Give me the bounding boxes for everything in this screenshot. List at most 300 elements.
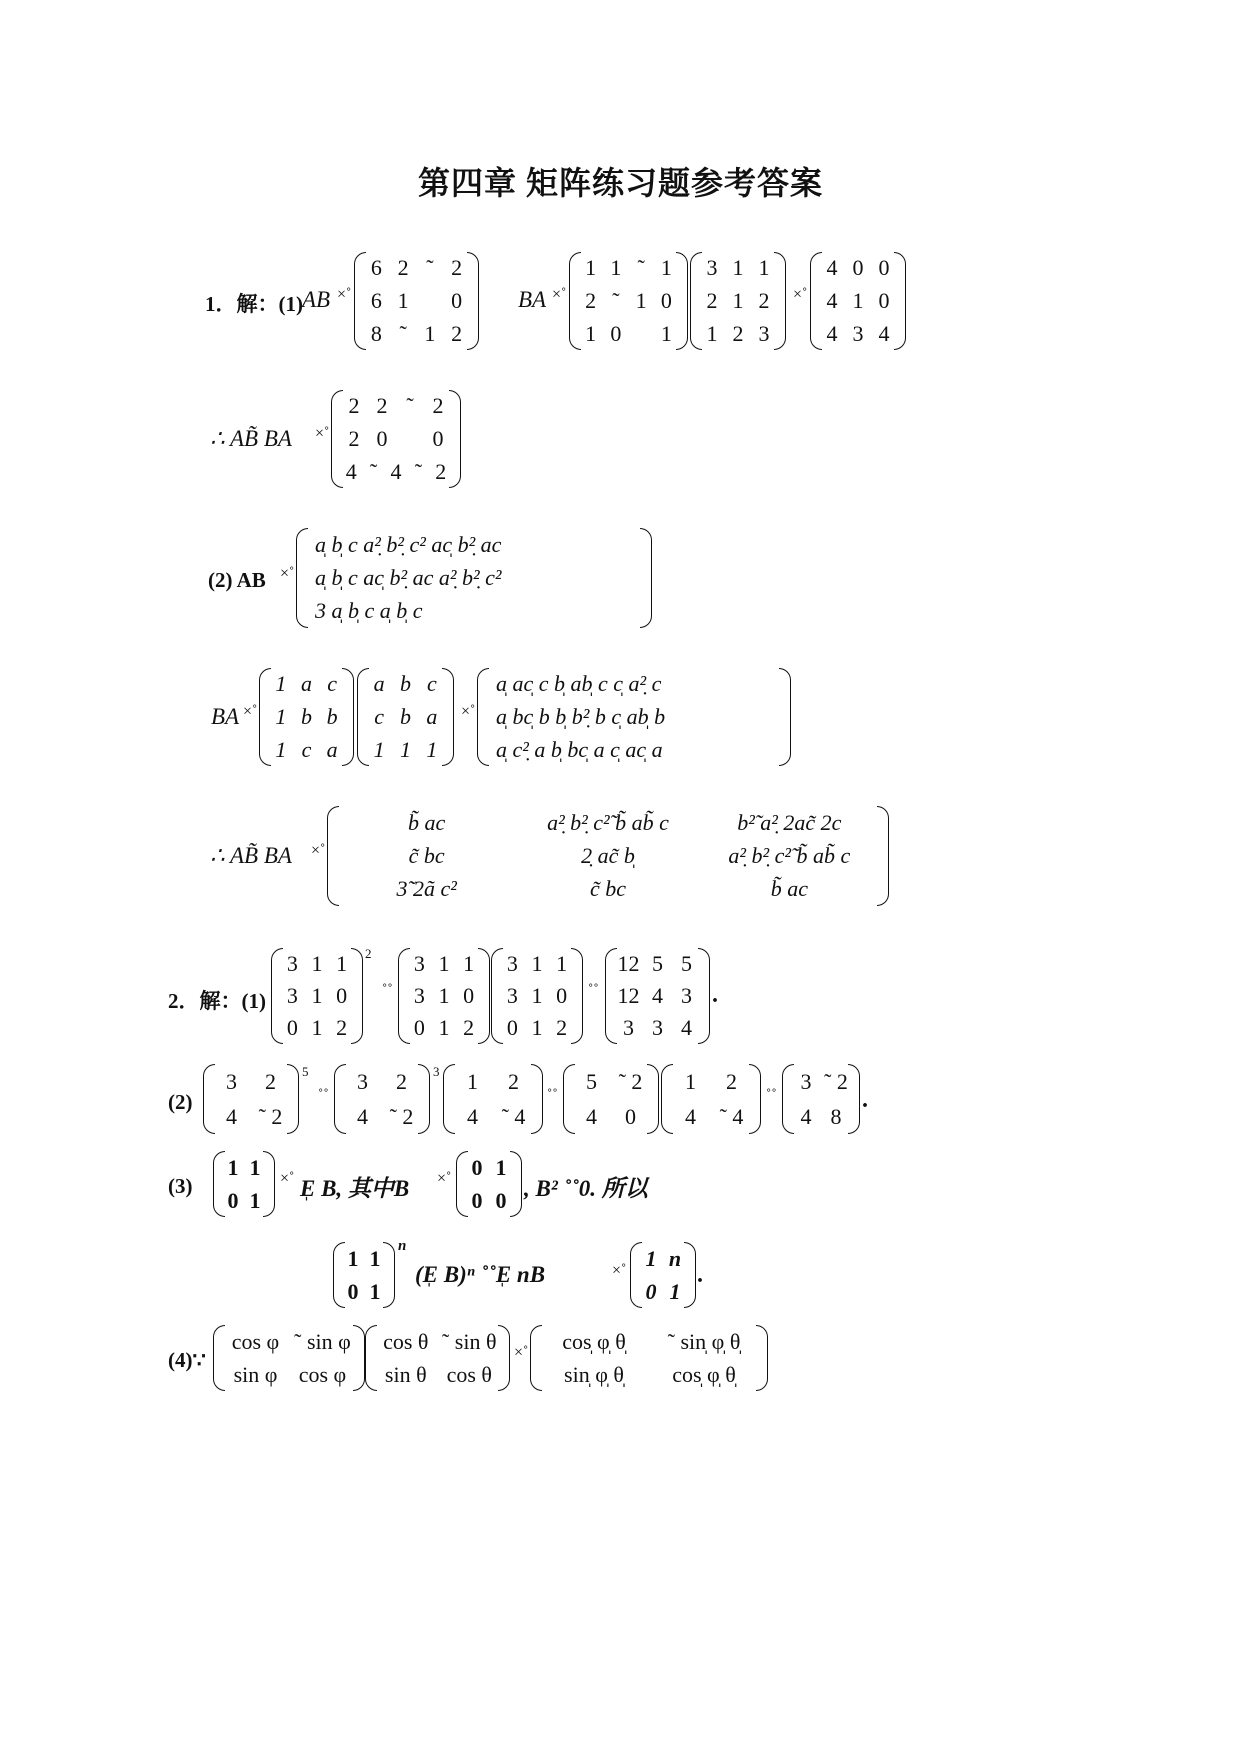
matrix-cell: 1 — [645, 1245, 657, 1271]
matrix-row — [690, 316, 786, 352]
matrix-result-1 — [605, 948, 710, 1044]
matrix-row — [354, 316, 479, 352]
matrix-row — [569, 316, 688, 352]
matrix-cell: 2 — [435, 458, 447, 484]
matrix-cell: 1 — [399, 736, 411, 762]
matrix-row — [213, 1357, 365, 1393]
matrix-cell: 1 — [275, 704, 287, 729]
matrix-cell: 1 — [311, 1015, 323, 1040]
matrix-row — [630, 1241, 696, 1277]
matrix-cell: ˜ 2 — [258, 1103, 283, 1129]
matrix-b-2 — [259, 668, 354, 766]
matrix-row — [491, 978, 583, 1014]
matrix-cell: 4 — [390, 458, 402, 484]
matrix-row — [563, 1099, 659, 1135]
equals-sign: ×˚ — [315, 425, 330, 442]
matrix-row — [259, 732, 354, 768]
matrix-cell: 1 — [732, 255, 744, 281]
matrix-cell: 2 — [396, 1068, 407, 1094]
matrix-cell: b — [399, 704, 411, 729]
matrix-cell: 2 — [585, 288, 597, 313]
matrix-cell: 2 — [348, 393, 360, 419]
equals-sign: ˚˚ — [766, 1087, 777, 1104]
matrix-row — [354, 250, 479, 286]
matrix-row — [563, 1064, 659, 1100]
matrix-rotation-theta — [365, 1325, 510, 1391]
matrix-cell: a̩ bc̩ b b̩ b²̣ b c̩ ab̩ b — [496, 704, 666, 729]
matrix-cell: ˜ — [369, 458, 378, 484]
matrix-row — [398, 1010, 490, 1046]
matrix-cell: 3 — [706, 255, 718, 281]
matrix-cell: 1 — [438, 1015, 450, 1040]
matrix-row — [354, 283, 479, 319]
matrix-cell: a̩ ac̩ c b̩ ab̩ c c̩ a²̣ c — [496, 671, 662, 697]
matrix-cell: a — [373, 671, 385, 697]
matrix-cell: 3 — [681, 983, 692, 1008]
matrix-cell: 0 — [878, 255, 890, 281]
matrix-cell: 8 — [370, 320, 382, 346]
matrix-cell: cos φ — [298, 1361, 347, 1387]
matrix-row — [569, 283, 688, 319]
matrix-cell: 0 — [471, 1154, 483, 1180]
matrix-row — [331, 454, 461, 490]
matrix-cell: 4 — [826, 288, 838, 313]
matrix-cell: 2 — [336, 1015, 348, 1040]
matrix-cell: sin θ — [384, 1361, 427, 1387]
matrix-cell: 1 — [556, 951, 568, 976]
matrix-n — [203, 1064, 299, 1134]
matrix-cell: 12 — [617, 983, 640, 1008]
matrix-cell: 2 — [706, 288, 718, 313]
matrix-cell: 2 — [397, 255, 409, 281]
p1-diff-label: ∴ AB̃ BA — [210, 426, 292, 451]
equals-sign: ˚˚ — [318, 1087, 329, 1104]
p1-label: 1．解：(1) — [205, 292, 303, 316]
matrix-row — [630, 1274, 696, 1310]
equals-sign: ×˚ — [243, 703, 258, 720]
matrix-n2 — [563, 1064, 659, 1134]
q2-label-2: (2) — [168, 1090, 193, 1114]
matrix-row — [334, 1099, 430, 1135]
matrix-cell: 1 — [438, 983, 450, 1008]
matrix-cell: 0 — [660, 288, 672, 313]
matrix-b-nilpotent — [456, 1151, 522, 1217]
matrix-cell: ˜ — [612, 288, 620, 313]
matrix-cell: 2 — [726, 1068, 737, 1094]
matrix-row — [327, 871, 889, 907]
p2-label: (2) AB — [208, 568, 266, 592]
p1-ba-symbol: BA — [518, 287, 547, 312]
period: . — [862, 1087, 868, 1113]
matrix-a-2 — [357, 668, 454, 766]
matrix-row — [605, 978, 710, 1014]
matrix-row — [296, 560, 652, 596]
equals-sign: ×˚ — [514, 1344, 529, 1361]
matrix-row — [605, 946, 710, 982]
matrix-cell: 0 — [432, 426, 444, 451]
matrix-row — [398, 946, 490, 982]
matrix-cell: 0 — [347, 1278, 359, 1304]
matrix-row — [271, 1010, 363, 1046]
equals-sign: ×˚ — [280, 565, 295, 582]
equals-sign: ×˚ — [552, 286, 567, 303]
q2-label-3: (3) — [168, 1174, 193, 1198]
matrix-cell: c̃ bc — [589, 876, 626, 902]
matrix-cell: c — [374, 704, 385, 729]
matrix-cell: 2̣ ac̃ b̩ — [581, 843, 635, 868]
matrix-cell: 2 — [556, 1015, 568, 1040]
matrix-cell: c̃ bc — [408, 843, 445, 868]
matrix-cell: 1 — [758, 255, 770, 281]
matrix-row — [491, 946, 583, 982]
matrix-n3 — [661, 1064, 761, 1134]
equals-sign: ˚˚ — [382, 982, 393, 999]
matrix-row — [357, 699, 454, 735]
equals-sign: ×˚ — [437, 1170, 452, 1187]
matrix-cell: 2 — [508, 1068, 519, 1094]
matrix-row — [661, 1064, 761, 1100]
matrix-cell: 1 — [227, 1154, 239, 1180]
matrix-cell: 2 — [432, 393, 444, 419]
matrix-cell: 4 — [586, 1103, 597, 1129]
matrix-row — [661, 1099, 761, 1135]
matrix-cell: 3 — [506, 951, 518, 976]
matrix-cell: 4 — [467, 1103, 478, 1129]
matrix-row — [327, 805, 889, 841]
matrix-cell: 1 — [426, 736, 438, 762]
matrix-row — [203, 1064, 299, 1100]
matrix-cell: cos̩ φ̩ θ̩ — [562, 1328, 626, 1354]
matrix-row — [271, 946, 363, 982]
matrix-cell: 1 — [660, 320, 672, 346]
matrix-cell: 0 — [336, 983, 348, 1008]
matrix-j-copy — [333, 1242, 395, 1308]
p1-ab-symbol: AB — [302, 287, 331, 312]
matrix-cell: 0 — [495, 1187, 507, 1213]
matrix-diff-1 — [331, 390, 461, 488]
matrix-row — [477, 699, 791, 735]
p2-ba-symbol: BA — [211, 704, 240, 729]
matrix-cell: 1 — [369, 1245, 381, 1271]
matrix-cell: 1 — [732, 288, 744, 313]
matrix-cell: ˜ 2 — [389, 1103, 414, 1129]
matrix-cell: 1 — [531, 951, 543, 976]
matrix-cell — [417, 283, 444, 319]
matrix-cell: 3 — [506, 983, 518, 1008]
matrix-cell — [396, 421, 424, 457]
matrix-cell: ˜ sin̩ φ̩ θ̩ — [667, 1328, 741, 1354]
matrix-cell: ˜ 2 — [824, 1068, 848, 1094]
matrix-cell: 1 — [585, 320, 597, 346]
matrix-a — [690, 252, 786, 350]
matrix-cell: a²̣ b²̣ c²̃ b̃ ab̃ c — [547, 809, 669, 835]
matrix-m-copy-1 — [398, 948, 490, 1044]
matrix-result-2 — [782, 1064, 860, 1134]
q2-text-3c: (E̩ B)ⁿ ˚˚E̩ nB — [415, 1262, 546, 1287]
matrix-cell: 1 — [347, 1245, 359, 1271]
matrix-cell: a̩ c²̣ a b̩ bc̩ a c̩ ac̩ a — [496, 736, 663, 762]
matrix-cell: 3 — [286, 951, 298, 976]
matrix-row — [333, 1241, 395, 1277]
matrix-row — [398, 978, 490, 1014]
matrix-cell: a̩ b̩ c a²̣ b²̣ c² ac̩ b²̣ ac — [315, 531, 502, 557]
matrix-cell: a̩ b̩ c ac̩ b²̣ ac a²̣ b²̣ c² — [315, 565, 502, 590]
q2-text-3a: E̩ B, 其中B — [300, 1176, 410, 1201]
equals-sign: ˚˚ — [588, 982, 599, 999]
matrix-cell: 3 — [758, 320, 770, 346]
matrix-cell: 5 — [586, 1068, 597, 1094]
matrix-row — [605, 1010, 710, 1046]
page-title: 第四章 矩阵练习题参考答案 — [417, 165, 823, 201]
matrix-cell: c — [426, 671, 437, 697]
matrix-cell: ˜ — [399, 320, 407, 346]
matrix-cell: ˜ 4 — [501, 1103, 526, 1129]
matrix-cell: 3 — [623, 1015, 634, 1040]
matrix-cell: 5 — [681, 951, 692, 976]
matrix-cell: 3̃ 2ã c² — [396, 876, 457, 902]
exponent: 2 — [365, 946, 372, 961]
equals-sign: ×˚ — [337, 286, 352, 303]
matrix-cell: 0 — [471, 1187, 483, 1213]
matrix-row — [357, 732, 454, 768]
matrix-cell: b — [326, 704, 338, 729]
matrix-cell: ˜ — [637, 255, 645, 281]
matrix-cell: 4 — [652, 983, 663, 1008]
matrix-cell: 1 — [275, 671, 287, 697]
matrix-cell: 0 — [852, 255, 864, 281]
matrix-row — [530, 1324, 768, 1360]
matrix-cell: 1 — [495, 1154, 507, 1180]
matrix-cell: 2 — [463, 1015, 475, 1040]
matrix-row — [782, 1099, 860, 1135]
matrix-row — [331, 388, 461, 424]
matrix-row — [203, 1099, 299, 1135]
matrix-cell: 1 — [249, 1187, 261, 1213]
matrix-m-copy-2 — [491, 948, 583, 1044]
matrix-cell: 1 — [249, 1154, 261, 1180]
matrix-cell: 1 — [463, 951, 475, 976]
matrix-rotation-phi — [213, 1325, 365, 1391]
equals-sign: ˚˚ — [547, 1087, 558, 1104]
matrix-cell: 0 — [556, 983, 568, 1008]
matrix-row — [782, 1064, 860, 1100]
matrix-cell: a²̣ b²̣ c²̃ b̃ ab̃ c — [728, 843, 851, 868]
matrix-cell: 0 — [286, 1015, 298, 1040]
matrix-row — [443, 1099, 543, 1135]
matrix-row — [456, 1150, 522, 1186]
matrix-cell: 1 — [610, 255, 622, 281]
matrix-row — [810, 316, 906, 352]
matrix-rotation-sum — [530, 1325, 768, 1391]
matrix-cell: 1 — [669, 1278, 681, 1304]
matrix-cell: 3 a̩ b̩ c a̩ b̩ c — [315, 598, 423, 624]
matrix-row — [810, 283, 906, 319]
matrix-row — [259, 666, 354, 702]
matrix-cell: b — [399, 671, 411, 697]
matrix-row — [271, 978, 363, 1014]
exponent: n — [398, 1238, 407, 1254]
q2-label-4: (4)∵ — [168, 1348, 206, 1372]
matrix-cell: ˜ 4 — [719, 1103, 744, 1129]
matrix-row — [477, 732, 791, 768]
q2-label-1: 2．解：(1) — [168, 989, 266, 1013]
matrix-cell: 0 — [463, 983, 475, 1008]
matrix-cell: 0 — [506, 1015, 518, 1040]
matrix-row — [331, 421, 461, 457]
matrix-row — [213, 1324, 365, 1360]
matrix-row — [259, 699, 354, 735]
equals-sign: ×˚ — [311, 842, 326, 859]
matrix-cell: n — [668, 1245, 682, 1271]
matrix-cell: sin φ — [233, 1361, 278, 1387]
matrix-cell: b²̃ a²̣ 2ac̃ 2c — [737, 809, 842, 835]
matrix-cell: 4 — [226, 1103, 237, 1129]
period: . — [712, 982, 718, 1008]
equals-sign: ×˚ — [612, 1262, 627, 1279]
matrix-cell: cos̩ φ̩ θ̩ — [672, 1361, 736, 1387]
matrix-cell: 0 — [227, 1187, 239, 1213]
matrix-cell: cos θ — [446, 1361, 492, 1387]
matrix-result-3 — [630, 1242, 696, 1308]
matrix-cell: cos φ — [231, 1328, 280, 1354]
matrix-cell: 1 — [531, 1015, 543, 1040]
matrix-cell: c — [301, 736, 312, 762]
matrix-cell: ˜ — [406, 393, 414, 419]
matrix-cell: 3 — [226, 1068, 237, 1094]
matrix-cell: 2 — [732, 320, 744, 346]
matrix-cell: a — [300, 671, 312, 697]
matrix-cell: sin̩ φ̩ θ̩ — [564, 1361, 624, 1387]
matrix-row — [690, 283, 786, 319]
matrix-cell: 4 — [800, 1103, 812, 1129]
matrix-cell: 1 — [635, 288, 647, 313]
matrix-cell: ˜ — [414, 458, 423, 484]
matrix-cell: 1 — [685, 1068, 696, 1094]
matrix-row — [357, 666, 454, 702]
matrix-cell: 0 — [645, 1278, 657, 1304]
matrix-cell: 2 — [758, 288, 770, 313]
matrix-cell: 1 — [275, 736, 287, 762]
matrix-cell: 1 — [311, 983, 323, 1008]
matrix-ab — [354, 252, 479, 350]
matrix-cell: 2 — [451, 320, 463, 346]
matrix-cell: 2 — [348, 426, 360, 451]
matrix-cell: 3 — [413, 951, 425, 976]
p2-diff-label: ∴ AB̃ BA — [210, 843, 292, 868]
matrix-cell: 0 — [610, 320, 622, 346]
matrix-cell: 0 — [625, 1103, 636, 1129]
equals-sign: ×˚ — [793, 286, 808, 303]
matrix-cell: 1 — [706, 320, 718, 346]
matrix-cell: 1 — [336, 951, 348, 976]
matrix-cell: 3 — [286, 983, 298, 1008]
matrix-cell: ˜ — [426, 255, 434, 281]
matrix-cell: 4 — [685, 1103, 696, 1129]
matrix-row — [690, 250, 786, 286]
matrix-cell: 1 — [397, 288, 409, 313]
matrix-cell: 4 — [826, 255, 838, 281]
matrix-row — [333, 1274, 395, 1310]
matrix-row — [477, 666, 791, 702]
matrix-cell: 3 — [852, 320, 864, 346]
matrix-cell: ˜ sin θ — [441, 1328, 497, 1354]
matrix-cell: 2 — [451, 255, 463, 281]
matrix-cell: b — [300, 704, 312, 729]
exponent: 3 — [433, 1064, 440, 1079]
matrix-m — [271, 948, 363, 1044]
matrix-n-copy — [334, 1064, 430, 1134]
matrix-cell: 1 — [373, 736, 385, 762]
matrix-cell: 1 — [438, 951, 450, 976]
matrix-cell: ˜ sin φ — [294, 1328, 351, 1354]
matrix-cell: c — [327, 671, 338, 697]
matrix-cell: 0 — [376, 426, 388, 451]
matrix-cell: 1 — [585, 255, 597, 281]
matrix-cell: 0 — [878, 288, 890, 313]
matrix-cell: 0 — [451, 288, 463, 313]
matrix-cell: b̃ ac — [408, 809, 446, 835]
matrix-row — [296, 593, 652, 629]
matrix-row — [296, 527, 652, 563]
matrix-ab-2 — [296, 528, 652, 628]
matrix-cell: 6 — [370, 288, 382, 313]
matrix-row — [213, 1183, 275, 1219]
matrix-cell: 1 — [424, 320, 436, 346]
matrix-row — [530, 1357, 768, 1393]
matrix-row — [327, 838, 889, 874]
matrix-diff-2 — [327, 806, 889, 906]
matrix-cell: 12 — [617, 951, 640, 976]
matrix-row — [810, 250, 906, 286]
period: . — [697, 1262, 703, 1288]
exponent: 5 — [302, 1064, 309, 1079]
matrix-cell: 4 — [826, 320, 838, 346]
matrix-cell: cos θ — [383, 1328, 429, 1354]
matrix-ba — [810, 252, 906, 350]
matrix-cell: 1 — [467, 1068, 478, 1094]
matrix-row — [491, 1010, 583, 1046]
matrix-cell: 8 — [830, 1103, 842, 1129]
matrix-row — [456, 1183, 522, 1219]
matrix-cell: 3 — [800, 1068, 812, 1094]
matrix-cell: 3 — [413, 983, 425, 1008]
matrix-b — [569, 252, 688, 350]
equals-sign: ×˚ — [461, 703, 476, 720]
matrix-cell: a — [326, 736, 338, 762]
matrix-cell: 0 — [413, 1015, 425, 1040]
matrix-cell: 6 — [370, 255, 382, 281]
matrix-cell: 1 — [660, 255, 672, 281]
matrix-row — [213, 1150, 275, 1186]
matrix-cell: 2 — [376, 393, 388, 419]
matrix-cell: 3 — [357, 1068, 368, 1094]
matrix-cell: ˜ 2 — [618, 1068, 643, 1094]
equals-sign: ×˚ — [280, 1170, 295, 1187]
matrix-row — [569, 250, 688, 286]
matrix-cell: 1 — [531, 983, 543, 1008]
matrix-j — [213, 1151, 275, 1217]
matrix-cell: b̃ ac — [770, 876, 808, 902]
matrix-cell — [629, 316, 654, 352]
matrix-cell: 4 — [878, 320, 890, 346]
matrix-row — [443, 1064, 543, 1100]
q2-text-3b: , B² ˚˚0. 所以 — [524, 1176, 648, 1201]
matrix-cell: 5 — [652, 951, 663, 976]
matrix-cell: 3 — [652, 1015, 663, 1040]
matrix-cell: 1 — [369, 1278, 381, 1304]
matrix-ba-2 — [477, 668, 791, 766]
matrix-cell: 2 — [265, 1068, 276, 1094]
